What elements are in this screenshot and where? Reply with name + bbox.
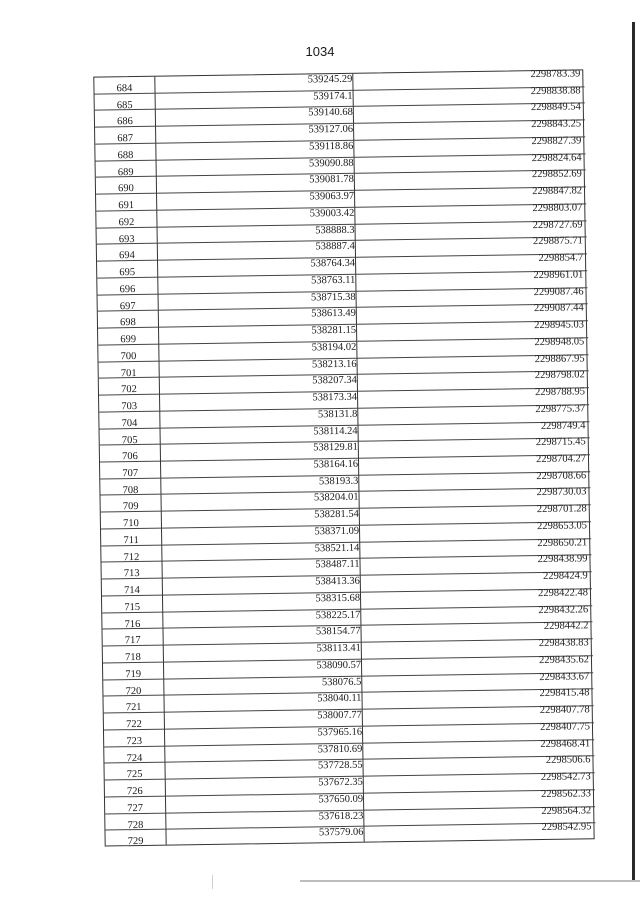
x-coordinate-cell: 538763.11 — [311, 274, 356, 287]
x-coordinate-cell: 538154.77 — [315, 626, 361, 638]
x-coordinate-cell: 539174.1 — [313, 90, 353, 103]
row-index-cell: 685 — [116, 99, 133, 112]
y-coordinate-cell: 2298749.4 — [540, 419, 586, 432]
y-coordinate-cell: 2298542.73 — [540, 771, 591, 784]
x-coordinate-cell: 539245.29 — [307, 73, 353, 86]
row-index-cell: 725 — [126, 769, 143, 781]
y-coordinate-cell: 2298435.62 — [539, 654, 590, 666]
row-index-cell: 721 — [125, 702, 142, 714]
x-coordinate-cell: 538114.24 — [313, 425, 358, 437]
y-coordinate-cell: 2298407.75 — [540, 721, 591, 733]
x-coordinate-cell: 538129.81 — [313, 441, 358, 454]
row-index-cell: 716 — [124, 618, 141, 630]
coordinates-table — [93, 69, 594, 846]
row-index-cell: 722 — [125, 719, 142, 731]
row-index-cell: 717 — [124, 635, 141, 647]
x-coordinate-cell: 538076.5 — [321, 676, 362, 688]
x-coordinate-cell: 538207.34 — [312, 375, 357, 387]
x-coordinate-cell: 537728.55 — [317, 759, 363, 772]
y-coordinate-cell: 2298961.01 — [533, 269, 584, 281]
x-coordinate-cell: 539003.42 — [309, 207, 355, 220]
x-coordinate-cell: 537618.23 — [318, 810, 364, 822]
row-index-cell: 711 — [123, 534, 139, 547]
y-coordinate-cell: 2298854.7 — [538, 252, 584, 265]
y-coordinate-cell: 2298701.28 — [536, 503, 587, 516]
y-coordinate-cell: 2298727.69 — [532, 219, 583, 231]
y-coordinate-cell: 2298948.05 — [534, 336, 585, 348]
x-coordinate-cell: 538315.68 — [315, 592, 361, 605]
x-coordinate-cell: 538173.34 — [312, 391, 358, 404]
x-coordinate-cell: 538090.57 — [316, 659, 362, 672]
row-index-cell: 710 — [122, 518, 139, 530]
y-coordinate-cell: 2298542.95 — [541, 821, 592, 834]
row-index-cell: 694 — [118, 250, 135, 262]
y-coordinate-cell: 2298415.48 — [539, 687, 590, 700]
row-index-cell: 715 — [124, 601, 141, 614]
y-coordinate-cell: 2299087.44 — [533, 302, 584, 315]
y-coordinate-cell: 2298730.03 — [536, 486, 587, 499]
row-index-cell: 686 — [117, 116, 133, 128]
row-index-cell: 704 — [121, 417, 138, 430]
row-index-cell: 713 — [123, 568, 140, 580]
x-coordinate-cell: 539127.06 — [308, 123, 354, 136]
y-coordinate-cell: 2298506.6 — [545, 754, 591, 767]
x-coordinate-cell: 538204.01 — [313, 492, 359, 504]
row-index-cell: 700 — [120, 350, 137, 363]
y-coordinate-cell: 2298838.88 — [530, 85, 581, 97]
y-coordinate-cell: 2298849.54 — [530, 101, 581, 114]
y-coordinate-cell: 2298715.45 — [535, 436, 586, 449]
x-coordinate-cell: 538225.17 — [315, 609, 361, 622]
y-coordinate-cell: 2298775.37 — [535, 403, 586, 415]
row-index-cell: 698 — [119, 317, 136, 329]
y-coordinate-cell: 2298653.05 — [537, 520, 588, 533]
row-index-cell: 718 — [124, 652, 141, 664]
row-index-cell: 692 — [118, 216, 135, 229]
x-coordinate-cell: 538040.11 — [317, 693, 362, 705]
row-index-cell: 723 — [126, 735, 143, 748]
x-coordinate-cell: 538764.34 — [310, 257, 356, 270]
x-coordinate-cell: 538007.77 — [317, 709, 362, 722]
x-coordinate-cell: 538613.49 — [311, 308, 356, 320]
row-index-cell: 726 — [126, 785, 143, 798]
x-coordinate-cell: 537965.16 — [317, 726, 363, 739]
page-number: 1034 — [305, 44, 335, 59]
x-coordinate-cell: 539063.97 — [309, 190, 355, 203]
row-index-cell: 697 — [119, 300, 136, 312]
x-coordinate-cell: 538521.14 — [314, 542, 360, 555]
y-coordinate-cell: 2298824.64 — [531, 152, 582, 164]
y-coordinate-cell: 2298867.95 — [534, 352, 585, 365]
row-index-cell: 706 — [121, 451, 138, 463]
y-coordinate-cell: 2298438.83 — [538, 637, 589, 650]
row-index-cell: 727 — [127, 802, 144, 814]
y-coordinate-cell: 2298422.48 — [538, 587, 589, 599]
row-index-cell: 714 — [123, 585, 140, 597]
row-index-cell: 699 — [120, 334, 137, 346]
x-coordinate-cell: 538715.38 — [310, 291, 356, 304]
row-index-cell: 709 — [122, 501, 139, 513]
x-coordinate-cell: 538131.8 — [317, 408, 358, 421]
x-coordinate-cell: 538487.11 — [315, 559, 360, 571]
y-coordinate-cell: 2298708.66 — [536, 470, 587, 482]
x-coordinate-cell: 538371.09 — [314, 525, 360, 538]
x-coordinate-cell: 538888.3 — [315, 224, 355, 236]
row-index-cell: 695 — [119, 267, 136, 279]
x-coordinate-cell: 537810.69 — [317, 743, 363, 755]
row-index-cell: 728 — [127, 819, 144, 831]
row-index-cell: 719 — [125, 668, 142, 681]
x-coordinate-cell: 538213.16 — [311, 358, 357, 370]
y-coordinate-cell: 2298875.71 — [532, 235, 583, 248]
y-coordinate-cell: 2298432.26 — [538, 603, 589, 616]
row-index-cell: 708 — [122, 484, 139, 496]
x-coordinate-cell: 539081.78 — [309, 174, 354, 186]
row-index-cell: 712 — [123, 551, 140, 563]
x-coordinate-cell: 538281.15 — [311, 324, 357, 337]
x-coordinate-cell: 538413.36 — [315, 575, 360, 588]
row-index-cell: 696 — [119, 283, 136, 296]
y-coordinate-cell: 2298827.39 — [531, 135, 582, 148]
x-coordinate-cell: 538193.3 — [318, 475, 359, 488]
x-coordinate-cell: 539090.88 — [308, 157, 354, 170]
y-coordinate-cell: 2298803.07 — [532, 202, 583, 215]
y-coordinate-cell: 2298852.69 — [531, 168, 582, 181]
row-index-cell: 707 — [122, 467, 139, 480]
row-index-cell: 690 — [118, 183, 134, 195]
y-coordinate-cell: 2298650.21 — [537, 537, 588, 549]
x-coordinate-cell: 539140.68 — [308, 107, 353, 119]
row-index-cell: 687 — [117, 133, 134, 145]
row-index-cell: 705 — [121, 434, 138, 446]
x-coordinate-cell: 538887.4 — [315, 241, 355, 253]
y-coordinate-cell: 2298438.99 — [537, 553, 588, 566]
x-coordinate-cell: 538113.41 — [316, 642, 361, 655]
y-coordinate-cell: 2299087.46 — [533, 285, 584, 298]
y-coordinate-cell: 2298562.33 — [541, 788, 592, 800]
x-coordinate-cell: 538164.16 — [313, 458, 359, 471]
row-index-cell: 703 — [121, 401, 138, 413]
row-index-cell: 693 — [118, 233, 135, 245]
y-coordinate-cell: 2298564.32 — [541, 804, 592, 817]
row-index-cell: 720 — [125, 685, 142, 697]
x-coordinate-cell: 539118.86 — [309, 140, 354, 153]
row-index-cell: 724 — [126, 752, 143, 764]
row-index-cell: 702 — [120, 384, 137, 396]
row-index-cell: 729 — [127, 836, 144, 848]
y-coordinate-cell: 2298843.25 — [531, 118, 582, 131]
x-coordinate-cell: 537579.06 — [318, 826, 364, 839]
x-coordinate-cell: 537672.35 — [318, 776, 363, 789]
row-index-cell: 684 — [116, 83, 133, 95]
x-coordinate-cell: 537650.09 — [318, 793, 364, 806]
y-coordinate-cell: 2298468.41 — [540, 737, 591, 750]
x-coordinate-cell: 538281.54 — [314, 508, 359, 521]
y-coordinate-cell: 2298407.78 — [539, 704, 590, 717]
table-row — [105, 821, 595, 848]
row-index-cell: 701 — [120, 367, 137, 379]
row-index-cell: 688 — [117, 149, 134, 162]
y-coordinate-cell: 2298433.67 — [539, 670, 590, 683]
row-index-cell: 691 — [118, 200, 135, 212]
y-coordinate-cell: 2298704.27 — [536, 453, 587, 466]
row-index-cell: 689 — [117, 166, 134, 178]
y-coordinate-cell: 2298424.9 — [543, 570, 588, 583]
y-coordinate-cell: 2298847.82 — [532, 185, 583, 198]
y-coordinate-cell: 2298788.95 — [535, 386, 586, 399]
y-coordinate-cell: 2298783.39 — [530, 68, 581, 81]
y-coordinate-cell: 2298442.2 — [543, 620, 589, 633]
y-coordinate-cell: 2298945.03 — [534, 319, 585, 332]
x-coordinate-cell: 538194.02 — [311, 341, 357, 354]
y-coordinate-cell: 2298798.02 — [534, 369, 585, 382]
